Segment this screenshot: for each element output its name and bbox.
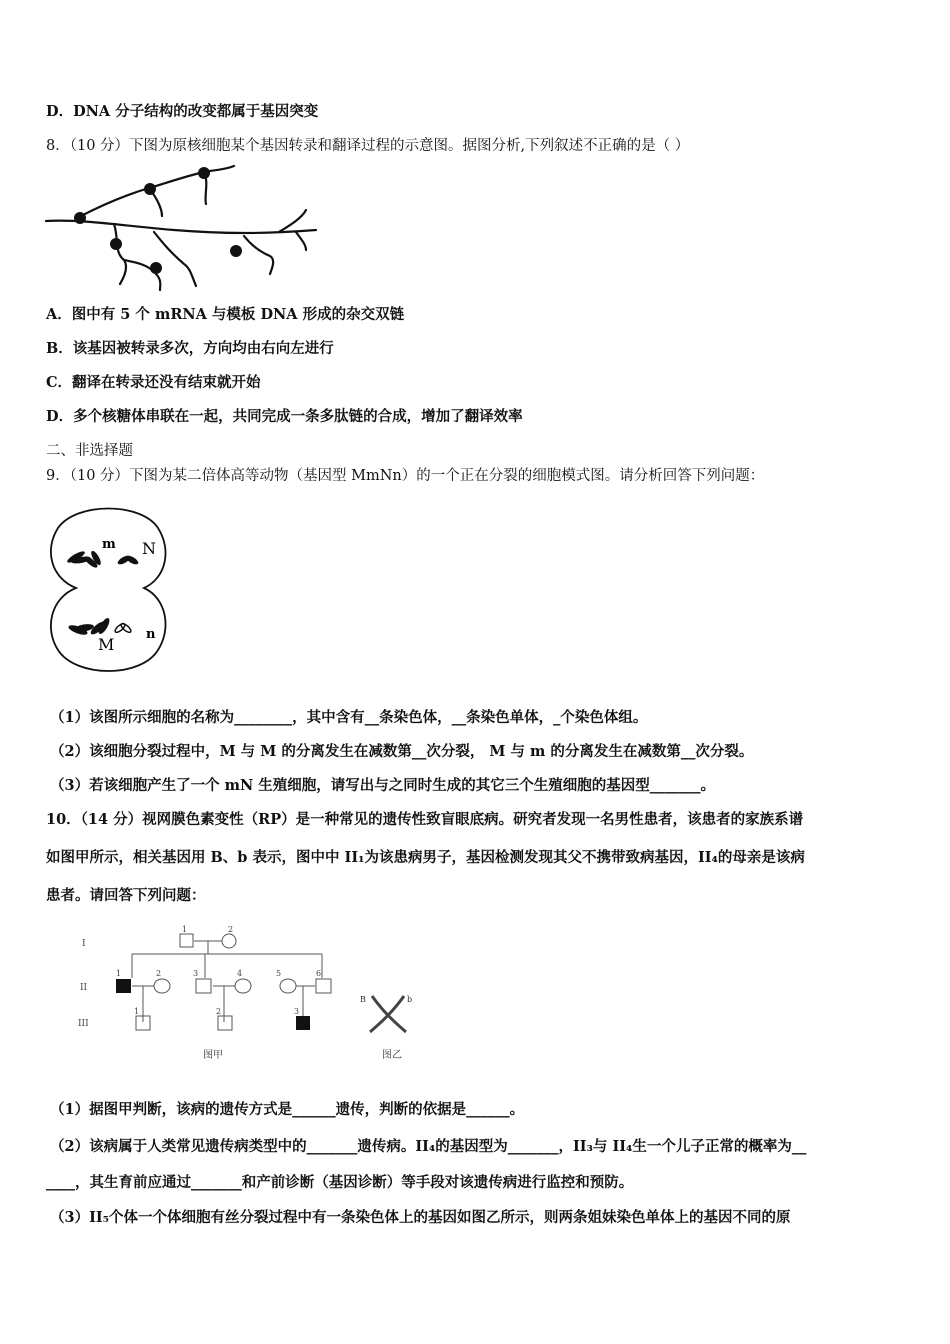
q9-stem: 9．（10 分）下图为某二倍体高等动物（基因型 MmNn）的一个正在分裂的细胞模式图。请分析回答下列问题：: [46, 468, 765, 484]
ribosome-3: [198, 167, 210, 179]
chrom-label-B: B: [360, 995, 366, 1004]
gen-label-II: II: [80, 983, 88, 993]
dna-strand: [46, 221, 316, 233]
II-3-male: [196, 979, 211, 993]
q8-stem: 8．（10 分）下图为原核细胞某个基因转录和翻译过程的示意图。据图分析,下列叙述不正确的是（ ）: [46, 138, 690, 154]
q10-stem-line-2: 如图甲所示，相关基因用 B、b 表示，图中中 II₁为该患病男子，基因检测发现其父不携带致病基因，II₄的母亲是该病: [46, 849, 805, 866]
q10-part-2: （2）该病属于人类常见遗传病类型中的_______遗传病。II₄的基因型为_______，II₃与 II₄生一个儿子正常的概率为__: [50, 1138, 807, 1155]
q9-part-3: （3）若该细胞产生了一个 mN 生殖细胞，请写出与之同时生成的其它三个生殖细胞的基因型_______。: [50, 777, 716, 794]
label-M: M: [98, 635, 115, 654]
mrna-strand-1: [79, 166, 234, 217]
gen2-num-1: 1: [116, 969, 122, 978]
label-n: n: [146, 627, 156, 642]
transcription-translation-figure: [44, 164, 319, 292]
I-2-female: [222, 934, 236, 948]
ribosome-2: [144, 183, 156, 195]
q8-option-a: A．图中有 5 个 mRNA 与模板 DNA 形成的杂交双链: [46, 306, 405, 323]
ribosome-6: [230, 245, 242, 257]
gen-label-III: III: [78, 1019, 89, 1029]
gen-label-I: I: [82, 939, 86, 949]
gen2-num-3: 3: [193, 969, 199, 978]
gen2-num-4: 4: [237, 969, 243, 978]
II-5-female: [280, 979, 296, 993]
III-3-affected-male: [296, 1016, 310, 1030]
ribosome-5: [150, 262, 162, 274]
chromosome-N: [116, 554, 139, 566]
dividing-cell-figure: [46, 500, 176, 690]
q9-part-1: （1）该图所示细胞的名称为________，其中含有__条染色体，__条染色单体，_个染色体组。: [50, 709, 648, 726]
caption-fig-b: 图乙: [382, 1050, 402, 1061]
ribosome-1: [74, 212, 86, 224]
gen3-num-2: 2: [216, 1007, 222, 1016]
q9-part-2: （2）该细胞分裂过程中，M 与 M 的分离发生在减数第__次分裂， M 与 m 的分离发生在减数第__次分裂。: [50, 743, 754, 760]
mrna-strand-8: [279, 210, 306, 232]
label-m: m: [102, 537, 116, 552]
q8-option-c: C．翻译在转录还没有结束就开始: [46, 374, 261, 391]
chromosome-x-figure: [370, 996, 406, 1032]
q10-part-3: （3）II₅个体一个体细胞有丝分裂过程中有一条染色体上的基因如图乙所示，则两条姐妹染色单体上的基因不同的原: [50, 1209, 791, 1226]
II-4-female: [235, 979, 251, 993]
gen2-num-2: 2: [156, 969, 162, 978]
gen2-num-5: 5: [276, 969, 282, 978]
gen3-num-1: 1: [134, 1007, 140, 1016]
gen2-num-6: 6: [316, 969, 322, 978]
II-6-male: [316, 979, 331, 993]
q8-option-b: B．该基因被转录多次，方向均由右向左进行: [46, 340, 334, 357]
q10-part-1: （1）据图甲判断，该病的遗传方式是______遗传，判断的依据是______。: [50, 1101, 525, 1118]
I-1-male: [180, 934, 193, 947]
mrna-strand-4: [114, 224, 126, 284]
chrom-label-b: b: [407, 995, 413, 1004]
mrna-strand-7: [244, 236, 273, 274]
chromosome-m: [66, 549, 103, 569]
label-N: N: [142, 539, 156, 558]
q10-stem-line-3: 患者。请回答下列问题：: [46, 887, 206, 904]
chromosome-n: [114, 622, 132, 634]
II-2-female: [154, 979, 170, 993]
gen3-num-3: 3: [294, 1007, 300, 1016]
III-2-male: [218, 1016, 232, 1030]
ribosome-4: [110, 238, 122, 250]
q10-part-2-cont: ____，其生育前应通过_______和产前诊断（基因诊断）等手段对该遗传病进行监控和预防。: [46, 1174, 634, 1191]
q8-option-d: D．多个核糖体串联在一起，共同完成一条多肽链的合成，增加了翻译效率: [46, 408, 523, 425]
chromosome-M: [67, 616, 111, 636]
mrna-strand-9: [296, 232, 306, 250]
q7-option-d: D．DNA 分子结构的改变都属于基因突变: [46, 103, 319, 120]
mrna-strand-6: [154, 232, 196, 286]
II-1-affected-male: [116, 979, 131, 993]
gen1-num-2: 2: [228, 925, 234, 934]
caption-fig-a: 图甲: [203, 1050, 223, 1061]
gen1-num-1: 1: [182, 925, 188, 934]
q10-stem-line-1: 10．（14 分）视网膜色素变性（RP）是一种常见的遗传性致盲眼底病。研究者发现一名男性患者，该患者的家族系谱: [46, 811, 804, 828]
pedigree-figure: [70, 924, 430, 1064]
section-heading: 二、非选择题: [46, 443, 133, 459]
